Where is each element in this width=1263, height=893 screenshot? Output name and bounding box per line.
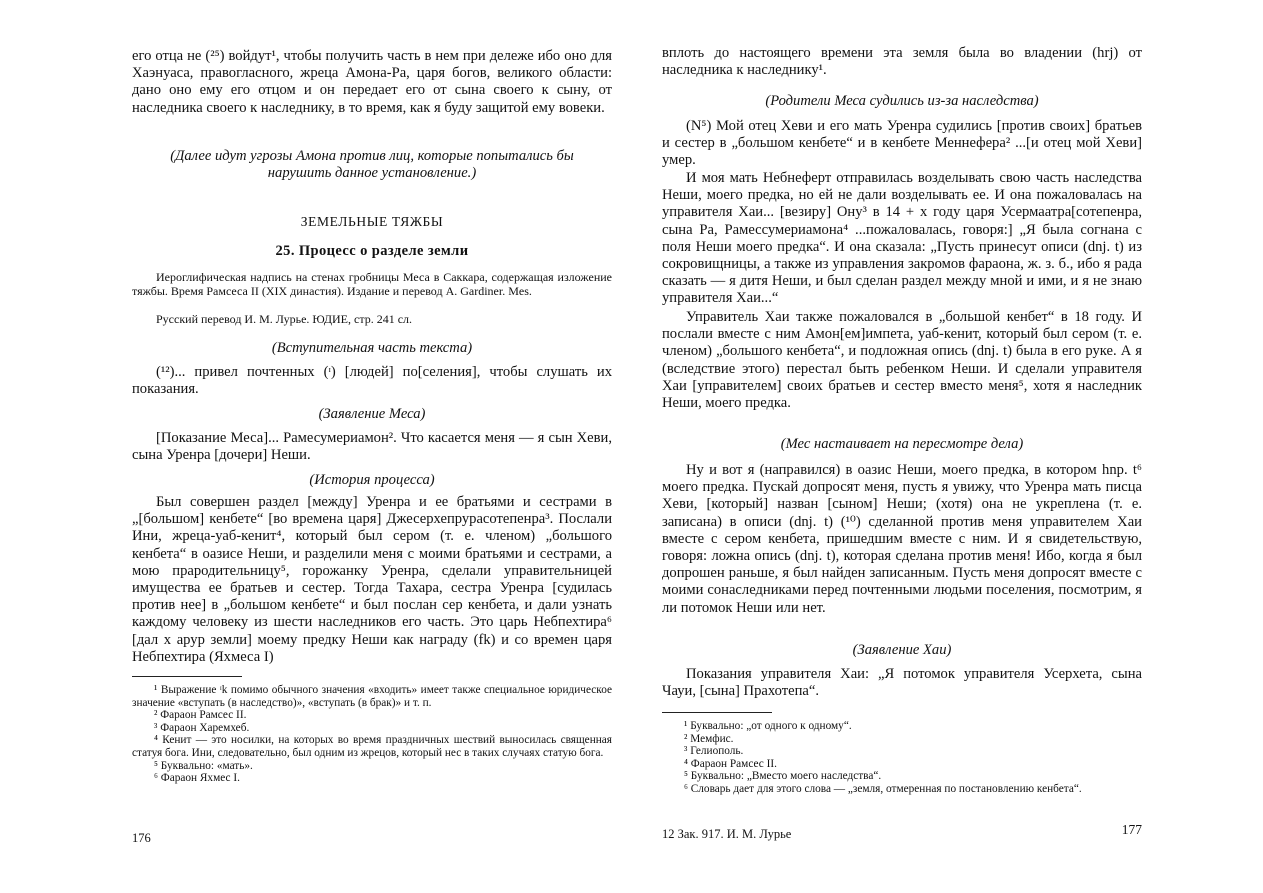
document-title: 25. Процесс о разделе земли: [275, 243, 469, 259]
page-number: 177: [1121, 822, 1142, 837]
footnote-5: ⁵ Буквально: „Вместо моего наследства“.: [684, 770, 882, 783]
subheading-khai-statement: (Заявление Хаи): [852, 642, 952, 658]
footnotes: [662, 720, 1142, 796]
paragraph-khai-statement: Показания управителя Хаи: „Я потомок управителя Усерхета, сына Чауи, [сына] Прахотепа“.: [662, 666, 1142, 700]
section-title: ЗЕМЕЛЬНЫЕ ТЯЖБЫ: [300, 214, 444, 229]
footnote-3: ³ Фараон Харемхеб.: [154, 721, 250, 734]
paragraph-khai-complaint: Управитель Хаи также пожаловался в „большой кенбет“ в 18 году. И послали вместе с ним Амон[ем]импета, уаб-кенит, который был сером (т. е. членом) „большого кенбета“, и подложная опись (dnj. t) была в его руке. А я (вследствие этого) перестал быть ребенком Неши. И сделали управителя Хаи [управителем] своих братьев и сестер вместо меня⁵, хотя я наследник Неши, моего предка.: [662, 309, 1142, 412]
footnote-3: ³ Гелиополь.: [684, 745, 744, 758]
footnote-4: ⁴ Кенит — это носилки, на которых во время праздничных шествий выносилась священная статуя бога. Ини, следовательно, был одним из жрецов, который нес в таких случаях статую бога.: [132, 734, 612, 759]
signature-mark: 12 Зак. 917. И. М. Лурье: [662, 827, 792, 841]
footnote-1: ¹ Выражение ᶦk помимо обычного значения «входить» имеет также специальное юридическое значение «вступать (в наследство)», «вступать (в брак)» и т. п.: [132, 684, 612, 709]
threat-note: (Далее идут угрозы Амона против лиц, которые попытались бы нарушить данное установление.): [170, 148, 574, 182]
footnotes: [132, 684, 612, 785]
footnote-6: ⁶ Словарь дает для этого слова — „земля, отмеренная по постановлению кенбета“.: [684, 782, 1082, 795]
footnote-1: ¹ Буквально: „от одного к одному“.: [684, 720, 852, 732]
footnote-rule: [132, 676, 242, 677]
source-reference: Русский перевод И. М. Лурье. ЮДИЕ, стр. 241 сл.: [156, 312, 413, 326]
subheading-process-history: (История процесса): [309, 472, 435, 488]
subheading-parents-litigation: (Родители Меса судились из-за наследства): [765, 93, 1039, 109]
footnote-6: ⁶ Фараон Яхмес I.: [154, 772, 240, 785]
footnote-4: ⁴ Фараон Рамсес II.: [684, 757, 777, 770]
subheading-mes-insists: (Мес настаивает на пересмотре дела): [780, 436, 1024, 452]
left-page: [132, 0, 612, 893]
footnote-2: ² Мемфис.: [684, 732, 734, 745]
paragraph-introduction: (¹²)... привел почтенных (ᶦ) [людей] по[селения], чтобы слушать их показания.: [132, 364, 612, 398]
intro-paragraph: его отца не (²⁵) войдут¹, чтобы получить часть в нем при дележе ибо оно для Хаэнуаса, правогласного, жреца Амона-Ра, царя богов, великого области: дано оно ему его отцом и он передает его от сына своего к сыну, от наследника своего к наследнику, в то время, как я буду защитой ему вовеки.: [132, 48, 612, 116]
paragraph-parents-litigation: (N⁵) Мой отец Хеви и его мать Уренра судились [против своих] братьев и сестер в „большом кенбете“ и в кенбете Меннефера² ...[и отец мой Хеви] умер.: [662, 118, 1142, 169]
subheading-introduction: (Вступительная часть текста): [271, 340, 473, 356]
paragraph-process-history: Был совершен раздел [между] Уренра и ее братьями и сестрами в „[большом] кенбете“ [во времена царя] Джесерхепрурасотепенра³. Послали Ини, жреца-уаб-кенит⁴, который был сером (т. е. членом) „большого кенбета“ в оазисе Неши, и разделили меня с моими братьями и сестрами, а мою прародительницу⁵, горожанку Уренра, сделали управительницей имущества ее братьев и сестер. Тогда Тахара, сестра Уренра [судилась против нее] в „большом кенбете“ и был послан сер кенбета, и дали узнать каждому человеку из шести наследников его часть. Это царь Небпехтира⁶ [дал х арур земли] моему предку Неши как награду (fk) и со времен царя Небпехтира (Яхмеса I): [132, 494, 612, 665]
footnote-2: ² Фараон Рамсес II.: [154, 709, 247, 722]
paragraph-mes-statement: [Показание Меса]... Рамесумериамон². Что касается меня — я сын Хеви, сына Уренра [дочери] Неши.: [132, 430, 612, 464]
right-page: [662, 0, 1142, 893]
paragraph-mes-insists: Ну и вот я (направился) в оазис Неши, моего предка, в котором hnp. t⁶ моего предка. Пускай допросят меня, пусть я увижу, что Уренра мать писца Хеви, [который] назван [сыном] Неши; (хотя) она не укреплена (т. е. записана) в описи (dnj. t) (¹⁰) сделанной против меня управителем Хаи вместе с сером кенбета, пришедшим вместе с ним. И я свидетельствую, говоря: ложна опись (dnj. t), которая сделана против меня! Ибо, когда я был допрошен раньше, я был найден записанным. Пусть меня допросят вместе с моими сонаследниками перед почтенными людьми поселения, посмотрим, я ли потомок Неши или нет.: [662, 462, 1142, 616]
footnote-rule: [662, 712, 772, 713]
page-number: 176: [132, 831, 151, 845]
continuation-paragraph: вплоть до настоящего времени эта земля была во владении (hrj) от наследника к наследнику¹.: [662, 45, 1142, 79]
subheading-mes-statement: (Заявление Меса): [318, 406, 426, 422]
footnote-5: ⁵ Буквально: «мать».: [154, 759, 253, 772]
paragraph-mother-complaint: И моя мать Небнеферт отправилась возделывать свою часть наследства Неши, моего предка, но ей не дали возделывать ее. И она пожаловалась на управителя Хаи... [везиру] Ону³ в 14 + x году царя Усермаатра[сотепенра, сына Ра, Рамессумериамона⁴ ...пожаловалась, говоря:] „Я была согнана с поля Неши моего предка“. И она сказала: „Пусть принесут описи (dnj. t) из сокровищницы, а также из управления закромов фараона, ж. з. б., ибо я рада сказать — я дитя Неши, и был сделан раздел между мной и ими, и я не знаю управителя Хаи...“: [662, 170, 1142, 307]
source-description: Иероглифическая надпись на стенах гробницы Меса в Саккара, содержащая изложение тяжбы. Время Рамсеса II (XIX династия). Издание и перевод A. Gardiner. Mes.: [132, 270, 612, 298]
